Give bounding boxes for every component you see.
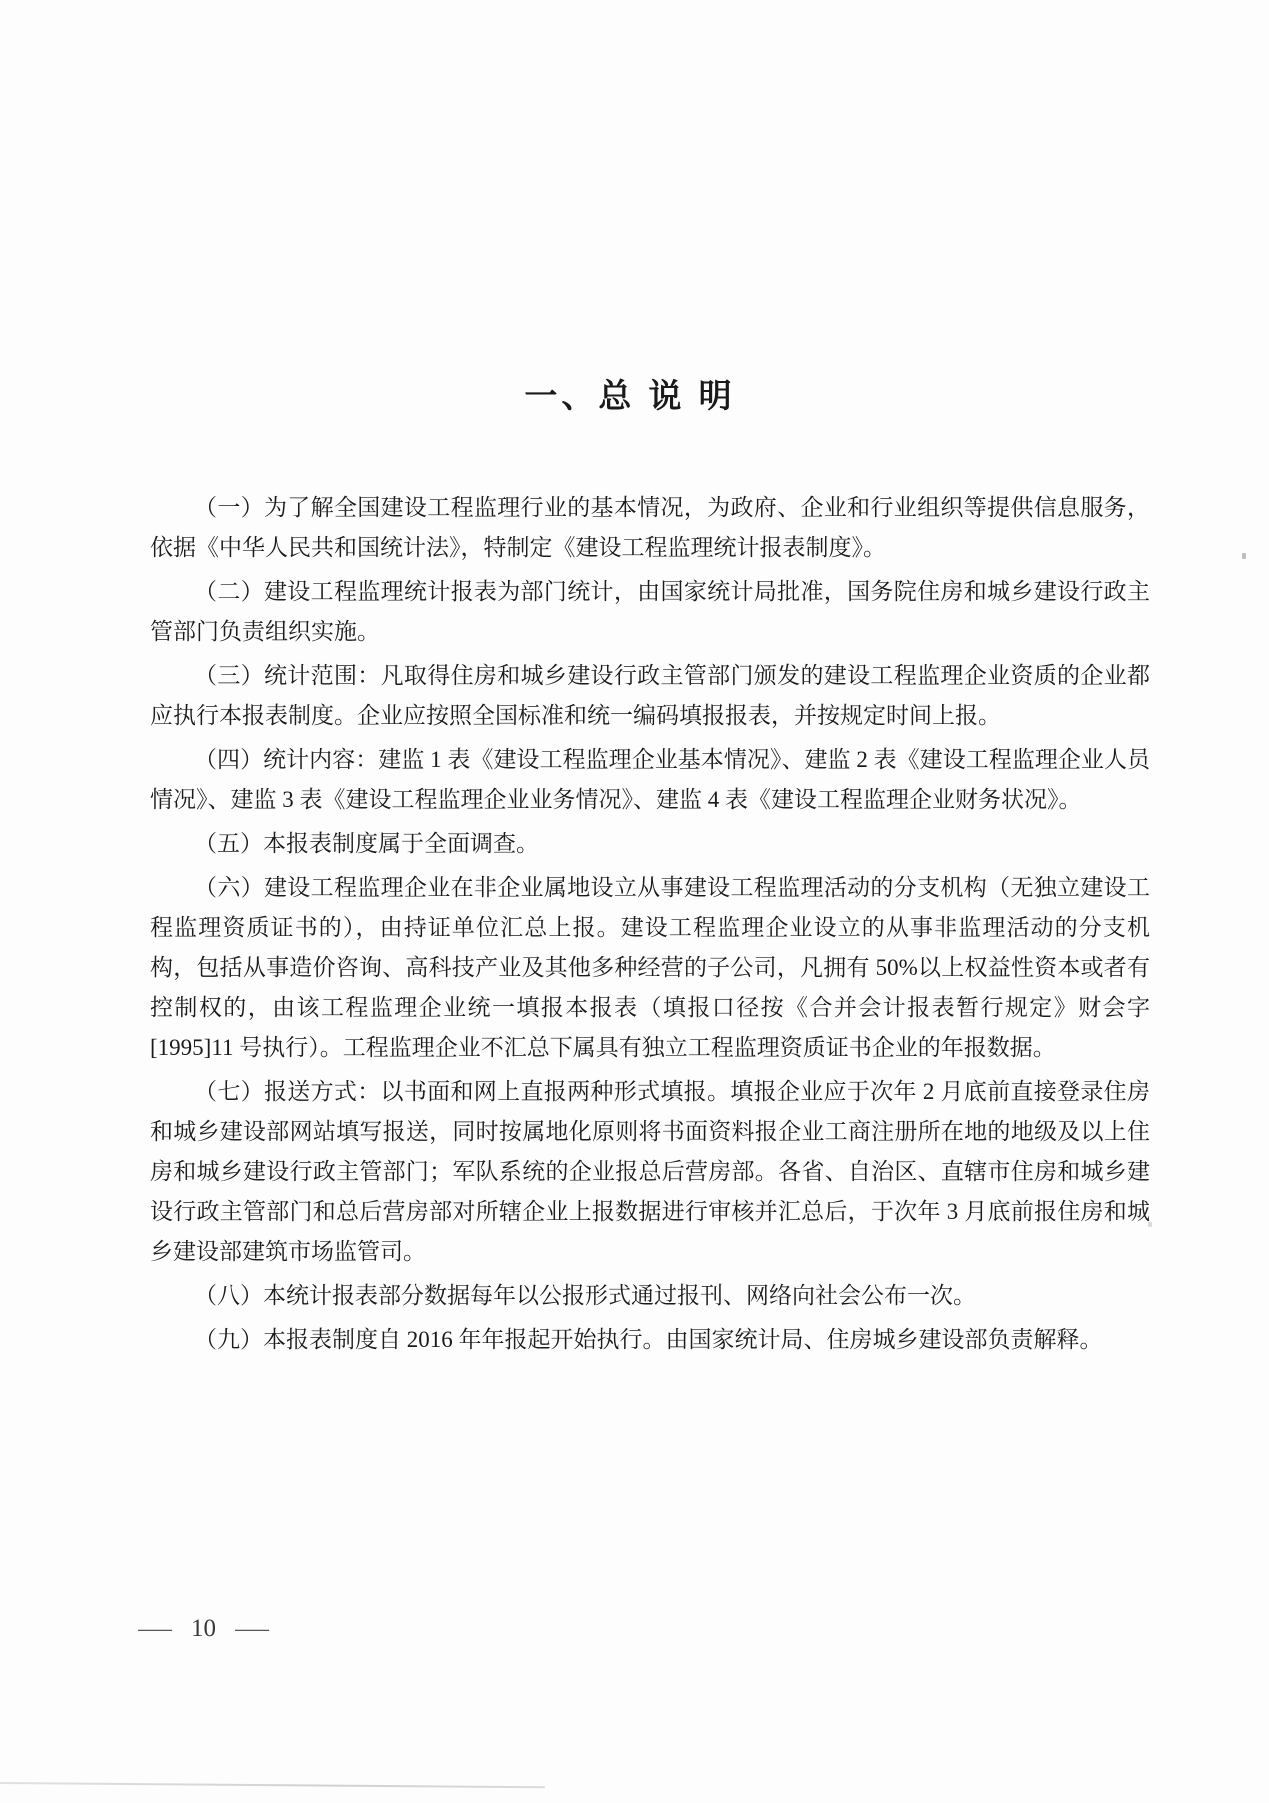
page-number-dash-left: — [138,1615,172,1642]
page-number-dash-right: — [235,1615,269,1642]
paragraph-2: （二）建设工程监理统计报表为部门统计，由国家统计局批准，国务院住房和城乡建设行政主管部门负责组织实施。 [150,579,1150,644]
paragraph-7: （七）报送方式：以书面和网上直报两种形式填报。填报企业应于次年 2 月底前直接登录住房和城乡建设部网站填写报送，同时按属地化原则将书面资料报企业工商注册所在地的地级及以上住房和城乡建设行政主管部门；军队系统的企业报总后营房部。各省、自治区、直辖市住房和城乡建设行政主管部门和总后营房部对所辖企业上报数据进行审核并汇总后，于次年 3 月底前报住房和城乡建设部建筑市场监管司。 [150,1079,1150,1264]
paragraph-6: （六）建设工程监理企业在非企业属地设立从事建设工程监理活动的分支机构（无独立建设工程监理资质证书的），由持证单位汇总上报。建设工程监理企业设立的从事非监理活动的分支机构，包括从事造价咨询、高科技产业及其他多种经营的子公司，凡拥有 50%以上权益性资本或者有控制权的，由该工程监理企业统一填报本报表（填报口径按《合并会计报表暂行规定》财会字[1995]11 号执行）。工程监理企业不汇总下属具有独立工程监理资质证书企业的年报数据。 [150,875,1150,1060]
paragraph-8: （八）本统计报表部分数据每年以公报形式通过报刊、网络向社会公布一次。 [194,1283,976,1308]
scan-artifact-line [0,1782,545,1788]
scan-speck [1148,1222,1152,1227]
page-number-value: 10 [191,1615,216,1642]
paragraph-3: （三）统计范围：凡取得住房和城乡建设行政主管部门颁发的建设工程监理企业资质的企业都应执行本报表制度。企业应按照全国标准和统一编码填报报表，并按规定时间上报。 [150,663,1150,728]
page-number [138,1615,269,1643]
paragraph-1: （一）为了解全国建设工程监理行业的基本情况，为政府、企业和行业组织等提供信息服务，依据《中华人民共和国统计法》，特制定《建设工程监理统计报表制度》。 [150,495,1150,560]
section-title: 一、总 说 明 [524,377,736,414]
document-body [150,488,1150,1364]
scan-speck [1242,553,1246,559]
paragraph-9: （九）本报表制度自 2016 年年报起开始执行。由国家统计局、住房城乡建设部负责解释。 [194,1327,1103,1352]
paragraph-4: （四）统计内容：建监 1 表《建设工程监理企业基本情况》、建监 2 表《建设工程监理企业人员情况》、建监 3 表《建设工程监理企业业务情况》、建监 4 表《建设工程监理企业财务状况》。 [150,747,1150,812]
paragraph-5: （五）本报表制度属于全面调查。 [194,831,539,856]
